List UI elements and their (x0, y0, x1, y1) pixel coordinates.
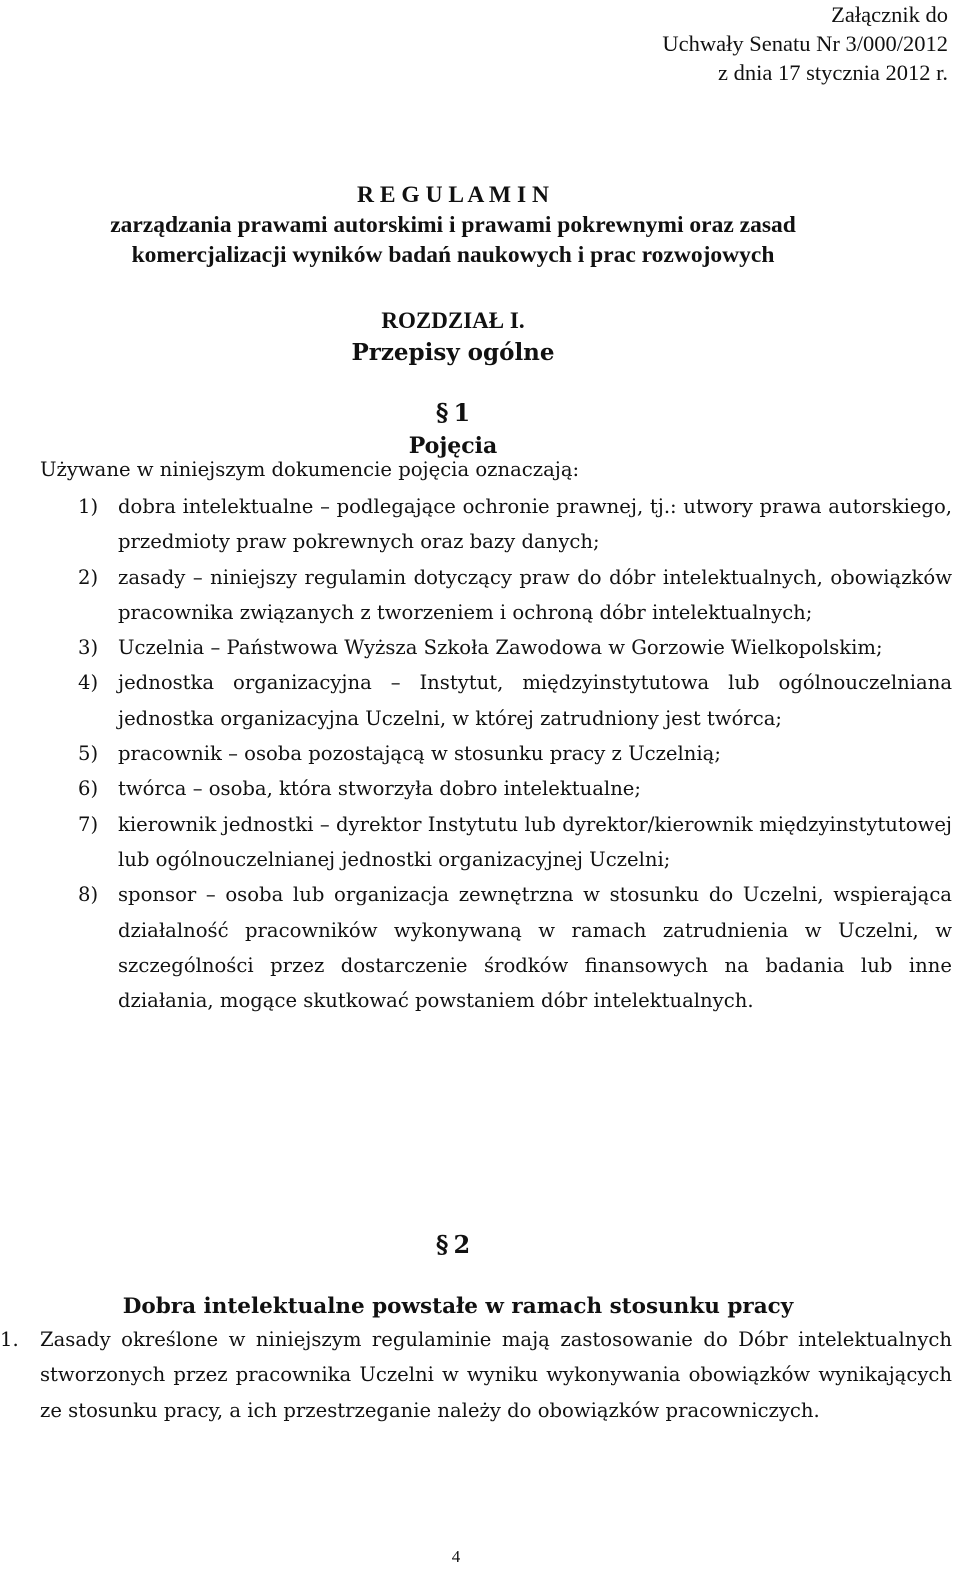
item-number: 4) (78, 671, 99, 695)
chapter-header (0, 305, 906, 369)
title-subject-line2: komercjalizacji wyników badań naukowych i prac rozwojowych (131, 242, 775, 268)
list-item (78, 630, 952, 665)
list-item (78, 877, 952, 1018)
annex-date-line: z dnia 17 stycznia 2012 r. (718, 60, 948, 85)
item-number: 5) (78, 742, 99, 766)
item-text: kierownik jednostki – dyrektor Instytutu lub dyrektor/kierownik międzyinstytutowej lub ogólnouczelnianej jednostki organizacyjnej Uczelni; (118, 812, 952, 871)
list-item (78, 665, 952, 736)
item-number: 3) (78, 636, 99, 660)
chapter-name: Przepisy ogólne (351, 339, 555, 366)
item-text: dobra intelektualne – podlegające ochronie prawnej, tj.: utwory prawa autorskiego, przedmioty praw pokrewnych oraz bazy danych; (118, 495, 952, 554)
item-number: 8) (78, 883, 99, 907)
list-item (78, 489, 952, 560)
annex-resolution-line: Uchwały Senatu Nr 3/000/2012 (662, 31, 948, 56)
item-number: 6) (78, 777, 99, 801)
paragraph-heading: Dobra intelektualne powstałe w ramach stosunku pracy (122, 1294, 794, 1319)
paragraph-heading: Pojęcia (408, 433, 498, 459)
item-text: Zasady określone w niniejszym regulaminie mają zastosowanie do Dóbr intelektualnych stworzonych przez pracownika Uczelni w wyniku wykonywania obowiązków wynikających ze stosunku pracy, a ich przestrzeganie należy do obowiązków pracowniczych. (40, 1328, 952, 1422)
section-number: 2 (453, 1230, 471, 1259)
list-item (78, 736, 952, 771)
definitions-list (78, 489, 952, 1018)
item-text: sponsor – osoba lub organizacja zewnętrzna w stosunku do Uczelni, wspierająca działalność pracowników wykonywaną w ramach zatrudnienia w Uczelni, w szczególności przez dostarczenie środków finansowych na badania lub inne działania, mogące skutkować powstaniem dóbr intelektualnych. (118, 883, 952, 1013)
item-number: 2) (78, 565, 99, 589)
item-number: 1. (0, 1328, 19, 1351)
paragraph-2-header (0, 1228, 906, 1265)
section-sign: § (435, 398, 449, 427)
item-text: Uczelnia – Państwowa Wyższa Szkoła Zawodowa w Gorzowie Wielkopolskim; (118, 636, 883, 660)
paragraph-1-header (0, 397, 906, 462)
list-item (78, 560, 952, 631)
item-text: pracownik – osoba pozostającą w stosunku pracy z Uczelnią; (118, 742, 721, 766)
item-number: 7) (78, 812, 99, 836)
definitions-intro: Używane w niniejszym dokumencie pojęcia oznaczają: (40, 458, 580, 481)
item-number: 1) (78, 495, 99, 518)
list-item (78, 771, 952, 806)
section-number: 1 (453, 398, 471, 427)
document-title (0, 180, 906, 270)
item-text: twórca – osoba, która stworzyła dobro intelektualne; (118, 777, 642, 801)
annex-reference (662, 0, 948, 87)
title-subject-line1: zarządzania prawami autorskimi i prawami pokrewnymi oraz zasad (110, 212, 796, 238)
annex-line: Załącznik do (831, 2, 948, 27)
rules-list (0, 1322, 952, 1428)
item-text: zasady – niniejszy regulamin dotyczący praw do dóbr intelektualnych, obowiązków pracownika związanych z tworzeniem i ochroną dóbr intelektualnych; (118, 565, 952, 624)
list-item (0, 1322, 952, 1428)
section-sign: § (435, 1230, 449, 1259)
page-number: 4 (451, 1547, 461, 1566)
title-regulamin: R E G U L A M I N (357, 182, 549, 208)
chapter-label: ROZDZIAŁ I. (381, 308, 525, 333)
item-text: jednostka organizacyjna – Instytut, międzyinstytutowa lub ogólnouczelniana jednostka organizacyjna Uczelni, w której zatrudniony jest twórca; (118, 671, 952, 730)
list-item (78, 807, 952, 878)
